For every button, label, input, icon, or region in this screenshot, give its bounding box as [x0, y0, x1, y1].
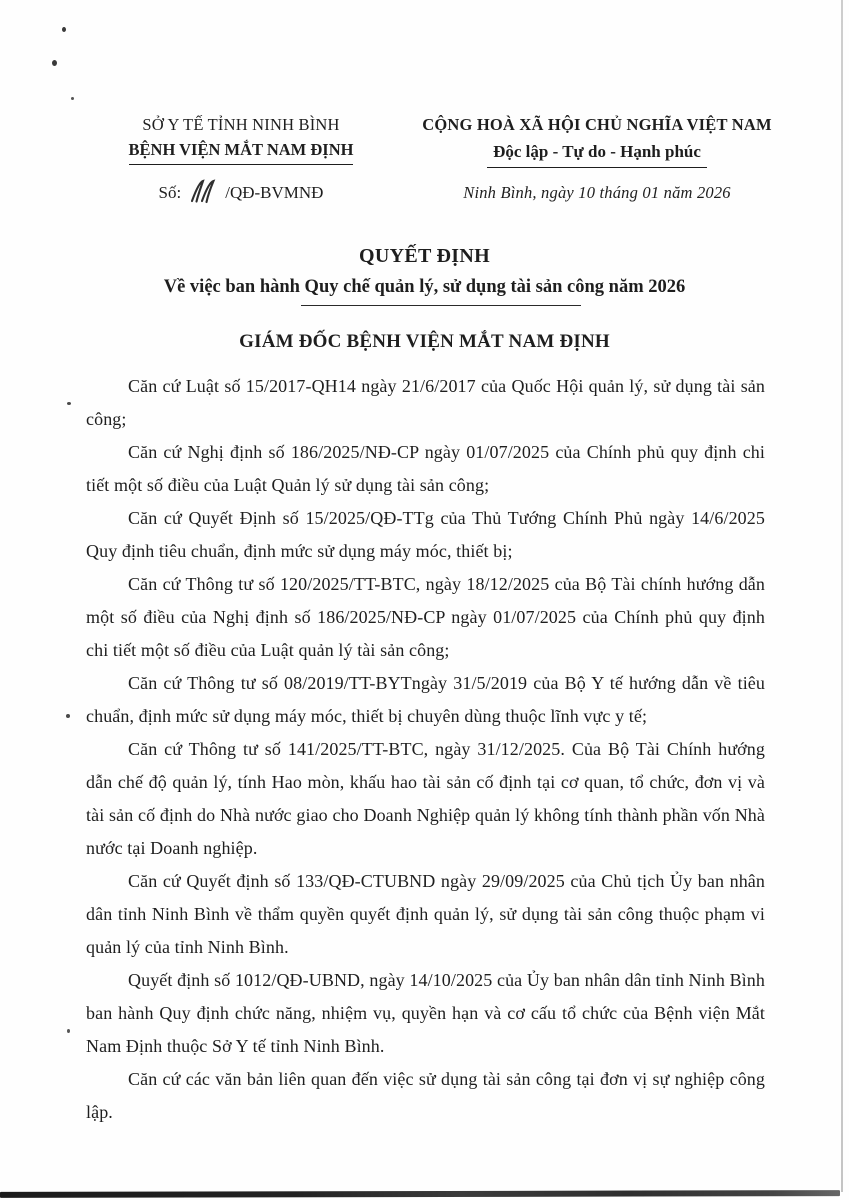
issuing-agency-name: SỞ Y TẾ TỈNH NINH BÌNH — [142, 115, 340, 134]
national-motto: Độc lập - Tự do - Hạnh phúc — [487, 140, 707, 168]
body-paragraph: Căn cứ Thông tư số 141/2025/TT-BTC, ngày 31/12/2025. Của Bộ Tài Chính hướng dẫn chế độ quản lý, tính Hao mòn, khấu hao tài sản cố định tại cơ quan, tổ chức, đơn vị và tài sản cố định do Nhà nước giao cho Doanh Nghiệp quản lý không tính thành phần vốn Nhà nước tại Doanh nghiệp. — [86, 739, 765, 858]
document-subject: Về việc ban hành Quy chế quản lý, sử dụng tài sản công năm 2026 — [163, 277, 686, 297]
scan-speck — [71, 97, 74, 100]
title-block — [0, 245, 849, 353]
document-number — [95, 178, 387, 211]
scan-edge-bar — [0, 1190, 840, 1198]
document-number-suffix: /QĐ-BVMNĐ — [225, 183, 324, 202]
body-paragraph: Căn cứ Thông tư số 08/2019/TT-BYTngày 31/5/2019 của Bộ Y tế hướng dẫn về tiêu chuẩn, định mức sử dụng máy móc, thiết bị chuyên dùng thuộc lĩnh vực y tế; — [86, 673, 765, 726]
document-title: QUYẾT ĐỊNH — [359, 245, 490, 267]
body-paragraph: Căn cứ Quyết định số 133/QĐ-CTUBND ngày 29/09/2025 của Chủ tịch Ủy ban nhân dân tỉnh Ninh Bình về thẩm quyền quyết định quản lý, sử dụng tài sản công thuộc phạm vi quản lý của tỉnh Ninh Bình. — [86, 871, 765, 957]
national-title: CỘNG HOÀ XÃ HỘI CHỦ NGHĨA VIỆT NAM — [422, 115, 772, 134]
scan-speck — [67, 402, 71, 405]
scan-speck — [67, 1029, 70, 1033]
document-body — [0, 353, 849, 1129]
document-number-label: Số: — [158, 183, 182, 202]
body-paragraph: Căn cứ Nghị định số 186/2025/NĐ-CP ngày 01/07/2025 của Chính phủ quy định chi tiết một số điều của Luật Quản lý sử dụng tài sản công; — [86, 442, 765, 495]
place-and-date: Ninh Bình, ngày 10 tháng 01 năm 2026 — [463, 183, 731, 202]
document-header — [0, 0, 849, 211]
page-edge-line — [841, 0, 843, 1192]
body-paragraph: Căn cứ Quyết Định số 15/2025/QĐ-TTg của Thủ Tướng Chính Phủ ngày 14/6/2025 Quy định tiêu chuẩn, định mức sử dụng máy móc, thiết bị; — [86, 508, 765, 561]
subject-underline — [301, 305, 581, 306]
header-left-column — [95, 112, 387, 211]
hospital-name: BỆNH VIỆN MẮT NAM ĐỊNH — [129, 138, 354, 165]
scan-speck — [66, 714, 70, 718]
header-right-column — [401, 112, 793, 211]
body-paragraph: Quyết định số 1012/QĐ-UBND, ngày 14/10/2025 của Ủy ban nhân dân tỉnh Ninh Bình ban hành Quy định chức năng, nhiệm vụ, quyền hạn và cơ cấu tổ chức của Bệnh viện Mắt Nam Định thuộc Sở Y tế tỉnh Ninh Bình. — [86, 970, 765, 1056]
body-paragraph: Căn cứ các văn bản liên quan đến việc sử dụng tài sản công tại đơn vị sự nghiệp công lập. — [86, 1069, 765, 1122]
body-paragraph: Căn cứ Thông tư số 120/2025/TT-BTC, ngày 18/12/2025 của Bộ Tài chính hướng dẫn một số điều của Nghị định số 186/2025/NĐ-CP ngày 01/07/2025 của Chính phủ quy định chi tiết một số điều của Luật quản lý tài sản công; — [86, 574, 765, 660]
scan-speck — [52, 60, 57, 66]
issuer-line: GIÁM ĐỐC BỆNH VIỆN MẮT NAM ĐỊNH — [239, 331, 610, 352]
scan-speck — [62, 27, 66, 32]
body-paragraph: Căn cứ Luật số 15/2017-QH14 ngày 21/6/2017 của Quốc Hội quản lý, sử dụng tài sản công; — [86, 376, 765, 429]
handwritten-number — [189, 178, 219, 211]
